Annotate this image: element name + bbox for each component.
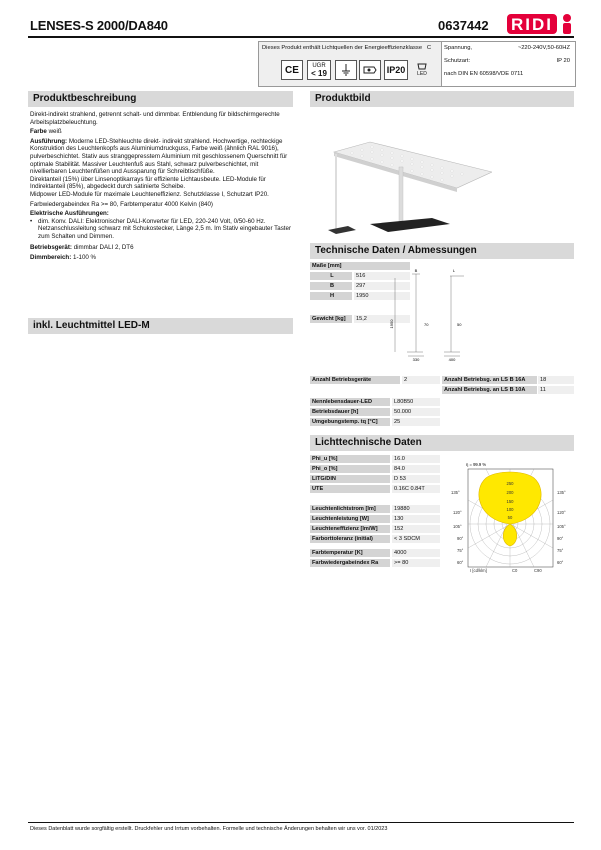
photometric-table — [310, 455, 450, 575]
dimension-header: Maße [mm] — [310, 262, 410, 270]
photometric-label: Phi_o [%] — [310, 465, 390, 473]
lamp-icon — [359, 60, 381, 80]
svg-text:330: 330 — [412, 357, 420, 362]
svg-text:90°: 90° — [457, 536, 464, 541]
dimension-drawing — [380, 264, 480, 364]
spec-value-voltage: ~220-240V,50-60HZ — [517, 45, 570, 51]
svg-text:50: 50 — [457, 322, 462, 327]
product-title: LENSES-S 2000/DA840 — [30, 18, 168, 33]
photometric-value: < 3 SDCM — [392, 535, 440, 543]
svg-text:60°: 60° — [457, 560, 464, 565]
svg-text:75°: 75° — [557, 548, 564, 553]
svg-text:B: B — [414, 268, 418, 273]
brand-logo — [505, 10, 575, 36]
photometric-value: 84.0 — [392, 465, 440, 473]
svg-text:200: 200 — [506, 490, 514, 495]
svg-text:70: 70 — [424, 322, 429, 327]
section-leuchtmittel: inkl. Leuchtmittel LED-M — [28, 318, 293, 334]
photometric-label: Leuchteneffizienz [lm/W] — [310, 525, 390, 533]
ce-icon: CE — [281, 60, 303, 80]
section-technische-daten: Technische Daten / Abmessungen — [310, 243, 574, 259]
footer-disclaimer: Dieses Datenblatt wurde sorgfältig erstellt. Druckfehler und Irrtum vorbehalten. Formelle und technische Änderungen behalten wir uns vor. 01/2023 — [30, 826, 388, 832]
svg-text:I [cd/klm]: I [cd/klm] — [470, 568, 487, 573]
svg-text:135°: 135° — [451, 490, 460, 495]
svg-text:L: L — [452, 268, 456, 273]
photometric-value: 4000 — [392, 549, 440, 557]
photometric-label: UTE — [310, 485, 390, 493]
photometric-label: Farborttoleranz (initial) — [310, 535, 390, 543]
ip-rating-icon: IP20 — [384, 60, 408, 80]
polar-efficiency: η = 99.9 % — [466, 462, 487, 467]
photometric-value: 16.0 — [392, 455, 440, 463]
svg-text:C90: C90 — [534, 568, 542, 573]
photometric-value: 152 — [392, 525, 440, 533]
header-divider — [28, 36, 574, 38]
svg-text:90°: 90° — [557, 536, 564, 541]
section-produktbeschreibung: Produktbeschreibung — [28, 91, 293, 107]
energy-class: C — [426, 45, 432, 51]
dimension-table: Maße [mm] L 516 B 297 H 1950 Gewicht [kg] 15,2 — [310, 262, 460, 332]
description-block: Direkt-indirekt strahlend, getrennt schalt- und dimmbar. Entblendung für bildschirmgerechte Arbeitsplatzbeleuchtung. Farbe weiß Ausführung: Moderne LED-Stehleuchte direkt- indirekt strahlend. Hochwertige, rechteckige Konstruktion des Leuchtenkopfs aus Aluminiumdruckguss, Farbe weiß (ähnlich RAL 9016), pulverbeschichtet. Stativ aus stranggepresstem Aluminium mit geschlossenem Querschnitt für optimale Stabilität. Massiver Leuchtenfuß aus Stahl, schwarz pulverbeschichtet, mit nivellierbaren Leuchtenfüßen und Aussparung für Schreibtischfüße. Direktanteil (15%) über Linsenoptikarrays für effiziente Lichtausbeute. LED-Module für Indirektanteil (85%), abgedeckt durch satinierte Scheibe. Midpower LED-Module für maximale Leuchteneffizienz. Schutzklasse I, Schutzart IP20. Farbwiedergabeindex Ra >= 80, Farbtemperatur 4000 Kelvin (840) Elektrische Ausführungen: • dim. Konv. DALI: Elektronischer DALI-Konverter für LED, 220-240 Volt, 0/50-60 Hz. Netzanschlussleitung schwarz mit Schukostecker, Länge 2,5 m. Im Stativ eingebauter Taster zum Schalten und Dimmen. Betriebsgerät: dimmbar DALI 2, DT6 Dimmbereich: 1-100 % — [30, 111, 292, 262]
svg-text:1950: 1950 — [389, 319, 394, 329]
svg-text:120°: 120° — [453, 510, 462, 515]
section-lichttechnische-daten: Lichttechnische Daten — [310, 435, 574, 451]
svg-text:105°: 105° — [453, 524, 462, 529]
product-image — [322, 112, 492, 236]
ballast-table: Anzahl Betriebsgeräte 2 Anzahl Betriebsg. an LS B 16A 18 Anzahl Betriebsg. an LS B 10A 11 — [310, 376, 575, 396]
photometric-value: 130 — [392, 515, 440, 523]
svg-text:105°: 105° — [557, 524, 566, 529]
photometric-value: 0.16C 0.84T — [392, 485, 440, 493]
photometric-value: 19880 — [392, 505, 440, 513]
lifetime-table: Nennlebensdauer-LED L80B50 Betriebsdauer [h] 50.000 Umgebungstemp. tq [°C] 25 — [310, 398, 450, 430]
photometric-label: Farbtemperatur [K] — [310, 549, 390, 557]
footer-divider — [28, 822, 574, 823]
photometric-value: D 53 — [392, 475, 440, 483]
photometric-value: >= 80 — [392, 559, 440, 567]
svg-text:75°: 75° — [457, 548, 464, 553]
energy-text: Dieses Produkt enthält Lichtquellen der Energieeffizienzklasse C — [262, 45, 432, 51]
spec-label-voltage: Spannung, — [444, 45, 473, 51]
photometric-label: Leuchtenlichtstrom [lm] — [310, 505, 390, 513]
photometric-label: LITG/DIN — [310, 475, 390, 483]
svg-text:60°: 60° — [557, 560, 564, 565]
article-number: 0637442 — [438, 18, 489, 33]
svg-text:C0: C0 — [512, 568, 518, 573]
section-produktbild: Produktbild — [310, 91, 574, 107]
svg-text:400: 400 — [448, 357, 456, 362]
svg-text:250: 250 — [506, 481, 514, 486]
svg-text:100: 100 — [506, 507, 514, 512]
photometric-label: Leuchtenleistung [W] — [310, 515, 390, 523]
description-intro: Direkt-indirekt strahlend, getrennt schalt- und dimmbar. Entblendung für bildschirmgerechte Arbeitsplatzbeleuchtung. — [30, 111, 280, 126]
spec-standard: nach DIN EN 60598/VDE 0711 — [444, 71, 524, 77]
led-icon: LED — [411, 60, 433, 80]
svg-text:50: 50 — [507, 515, 513, 520]
spec-value-protection: IP 20 — [556, 58, 570, 64]
photometric-label: Phi_u [%] — [310, 455, 390, 463]
photometric-label: Farbwiedergabeindex Ra — [310, 559, 390, 567]
polar-diagram — [450, 460, 575, 578]
svg-text:150: 150 — [506, 499, 514, 504]
spec-label-protection: Schutzart: — [444, 58, 471, 64]
class-one-icon — [335, 60, 357, 80]
svg-text:120°: 120° — [557, 510, 566, 515]
ugr-icon: UGR < 19 — [307, 60, 331, 80]
svg-text:135°: 135° — [557, 490, 566, 495]
svg-text:RIDI: RIDI — [511, 15, 553, 34]
